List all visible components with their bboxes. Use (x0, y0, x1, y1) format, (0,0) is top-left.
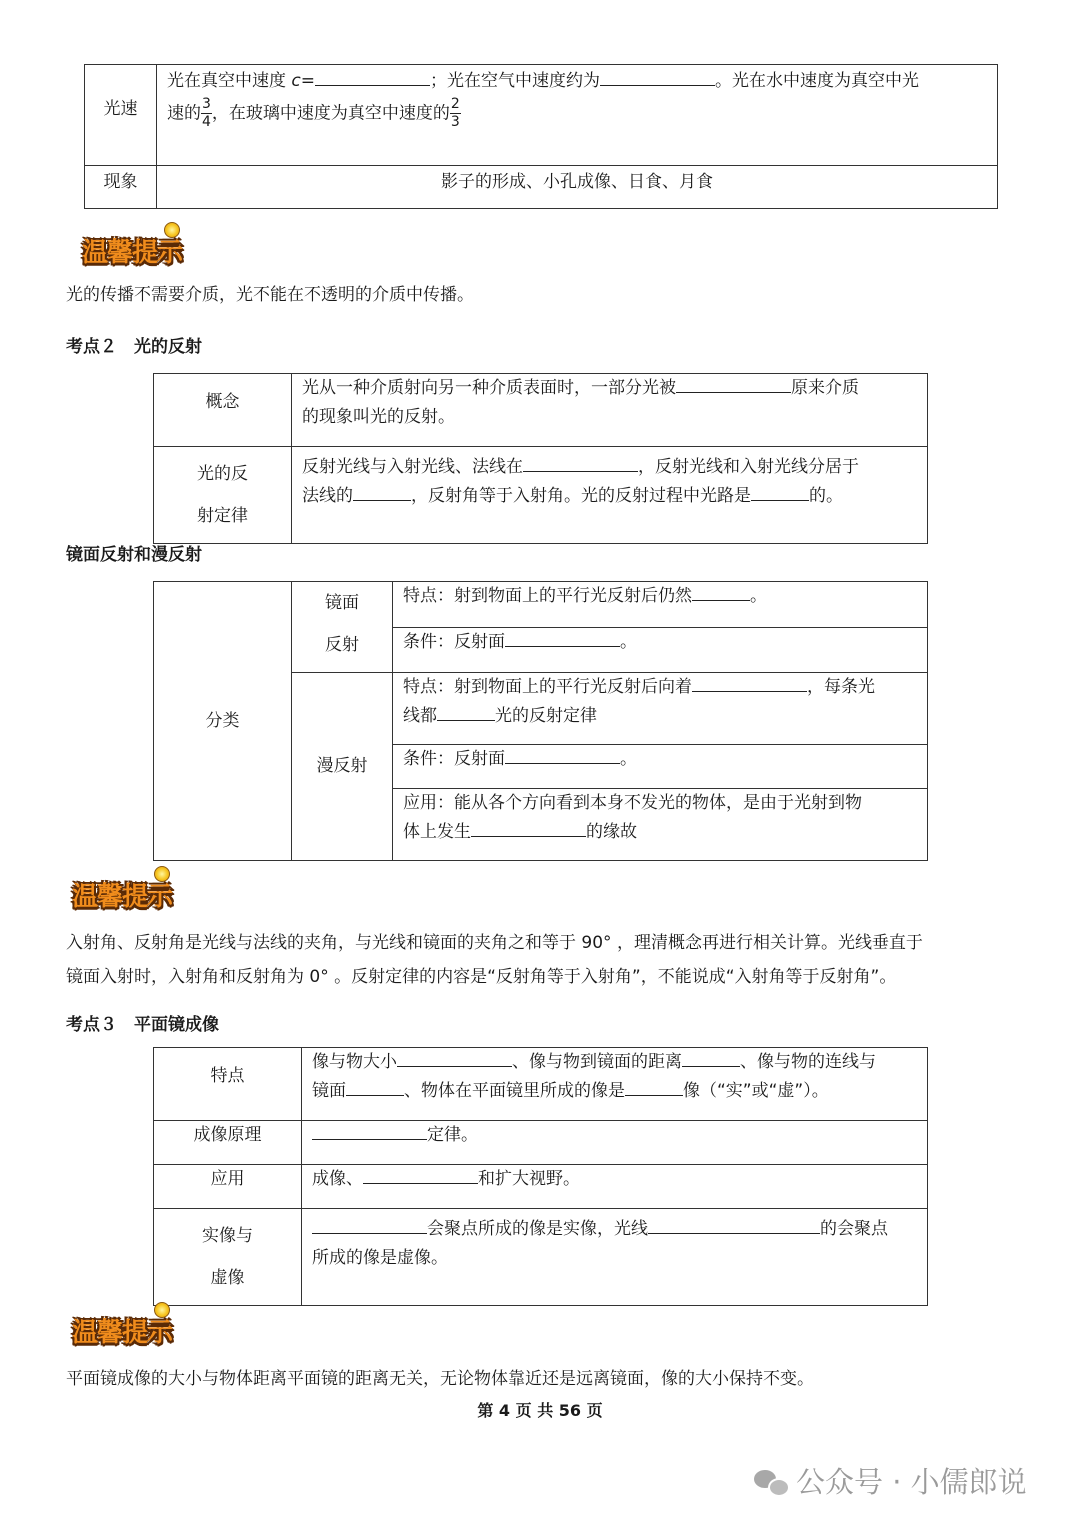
row-label: 漫反射 (292, 673, 393, 861)
fraction: $\frac{3}{4}$ (202, 96, 211, 130)
table-row (154, 447, 928, 544)
tip-text: 光的传播不需要介质，光不能在不透明的介质中传播。 (66, 285, 474, 305)
table-row (85, 65, 998, 166)
blank (471, 818, 586, 837)
wechat-icon (754, 1467, 788, 1495)
row-label: 光速 (85, 65, 157, 166)
reflection-table (153, 373, 928, 544)
row-content: 影子的形成、小孔成像、日食、月食 (157, 166, 998, 209)
row-content: 应用：能从各个方向看到本身不发光的物体，是由于光射到物 体上发生 的缘故 (393, 789, 928, 861)
row-label: 概念 (154, 374, 292, 447)
tip-badge: 温馨提示 (66, 866, 196, 912)
blank (312, 1215, 427, 1234)
row-label: 镜面 反射 (292, 582, 393, 673)
section-subheading: 镜面反射和漫反射 (66, 545, 202, 565)
table-row (85, 166, 998, 209)
fraction: $\frac{2}{3}$ (450, 96, 460, 130)
blank (751, 482, 809, 501)
blank (312, 1121, 427, 1140)
tip-badge: 温馨提示 (66, 1302, 196, 1348)
tip-badge: 温馨提示 (76, 222, 206, 268)
section-heading: 考点２ 光的反射 (66, 337, 202, 357)
table-row (154, 374, 928, 447)
blank (346, 1077, 404, 1096)
row-content: 会聚点所成的像是实像，光线 的会聚点 所成的像是虚像。 (302, 1209, 928, 1306)
light-speed-table (84, 64, 998, 209)
row-label: 现象 (85, 166, 157, 209)
row-content: 条件：反射面 。 (393, 627, 928, 673)
row-label: 应用 (154, 1165, 302, 1209)
blank (600, 67, 715, 86)
plane-mirror-table (153, 1047, 928, 1306)
blank (363, 1165, 478, 1184)
blank (523, 453, 638, 472)
section-heading: 考点３ 平面镜成像 (66, 1015, 219, 1035)
row-content: 特点：射到物面上的平行光反射后仍然 。 (393, 582, 928, 628)
row-content: 条件：反射面 。 (393, 745, 928, 789)
row-label: 分类 (154, 582, 292, 861)
blank (397, 1048, 512, 1067)
row-content: 定律。 (302, 1121, 928, 1165)
tip-text: 入射角、反射角是光线与法线的夹角，与光线和镜面的夹角之和等于 90° ，理清概念再进行相关计算。光线垂直于 镜面入射时，入射角和反射角为 0° 。反射定律的内容是“反射角等于入射角”，不能说成“入射角等于反射角”。 (66, 933, 923, 987)
tip-text: 平面镜成像的大小与物体距离平面镜的距离无关，无论物体靠近还是远离镜面，像的大小保持不变。 (66, 1369, 814, 1389)
table-row (154, 1048, 928, 1121)
blank (692, 582, 750, 601)
row-label: 实像与 虚像 (154, 1209, 302, 1306)
table-row (154, 1209, 928, 1306)
table-row (154, 1121, 928, 1165)
blank (353, 482, 411, 501)
row-label: 光的反 射定律 (154, 447, 292, 544)
row-content: 特点：射到物面上的平行光反射后向着 ，每条光 线都 光的反射定律 (393, 673, 928, 745)
watermark: 公众号 · 小儒郎说 (754, 1460, 1027, 1501)
table-row (154, 1165, 928, 1209)
blank (505, 628, 620, 647)
blank (625, 1077, 683, 1096)
row-content: 光从一种介质射向另一种介质表面时，一部分光被 原来介质 的现象叫光的反射。 (292, 374, 928, 447)
blank (315, 67, 430, 86)
page-footer: 第 4 页 共 56 页 (477, 1401, 603, 1420)
row-content: 光在真空中速度 c= ；光在空气中速度约为 。光在水中速度为真空中光 速的 $\frac{3}{4}$ ，在玻璃中速度为真空中速度的 $\frac{2}{3}$ (157, 65, 998, 166)
row-label: 成像原理 (154, 1121, 302, 1165)
mirror-diffuse-table (153, 581, 928, 861)
blank (505, 745, 620, 764)
blank (648, 1215, 820, 1234)
row-content: 像与物大小 、像与物到镜面的距离 、像与物的连线与 镜面 、物体在平面镜里所成的像是 像（“实”或“虚”）。 (302, 1048, 928, 1121)
blank (437, 702, 495, 721)
row-content: 成像、 和扩大视野。 (302, 1165, 928, 1209)
row-content: 反射光线与入射光线、法线在 ，反射光线和入射光线分居于 法线的 ，反射角等于入射角。光的反射过程中光路是 的。 (292, 447, 928, 544)
blank (692, 673, 807, 692)
blank (676, 374, 791, 393)
blank (682, 1048, 740, 1067)
table-row (154, 582, 928, 628)
row-label: 特点 (154, 1048, 302, 1121)
